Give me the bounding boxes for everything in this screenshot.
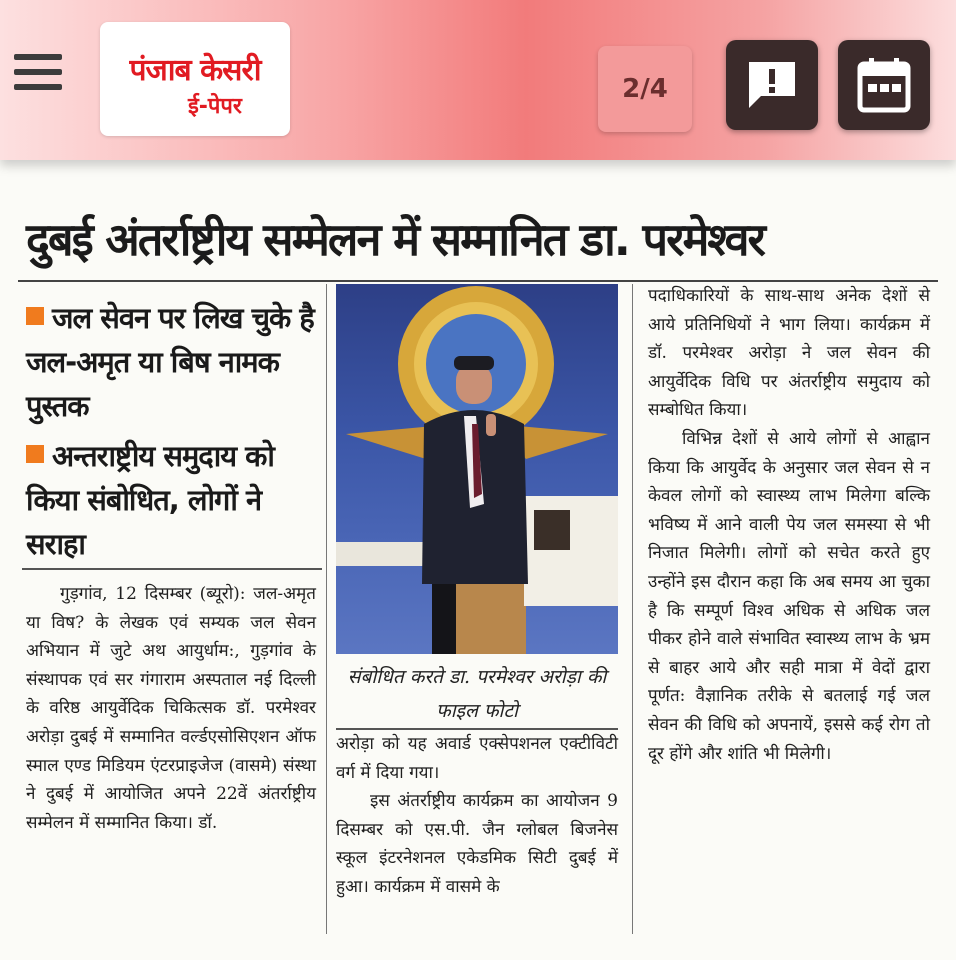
calendar-button[interactable] bbox=[838, 40, 930, 130]
punjab-kesari-logo[interactable] bbox=[100, 22, 290, 136]
logo-subtitle: ई-पेपर bbox=[188, 94, 242, 119]
article-column-1 bbox=[26, 580, 316, 837]
bullet-square bbox=[26, 307, 44, 325]
subhead-1-text: जल सेवन पर लिख चुके है जल-अमृत या बिष नामक पुस्तक bbox=[26, 301, 314, 423]
paragraph: इस अंतर्राष्ट्रीय कार्यक्रम का आयोजन 9 दिसम्बर को एस.पी. जैन ग्लोबल बिजनेस स्कूल इंटरनेशनल एकेडमिक सिटी दुबई में हुआ। कार्यक्रम में वासमे के bbox=[336, 791, 618, 897]
paragraph: पदाधिकारियों के साथ-साथ अनेक देशों से आये प्रतिनिधियों ने भाग लिया। कार्यक्रम में डॉ. परमेश्वर अरोड़ा ने जल सेवन की आयुर्वेदिक विधि पर अंतर्राष्ट्रीय समुदाय को सम्बोधित किया। bbox=[648, 286, 930, 421]
article-column-2 bbox=[336, 730, 618, 902]
article-column-3 bbox=[648, 282, 930, 768]
photo-caption: संबोधित करते डा. परमेश्वर अरोड़ा की फाइल फोटो bbox=[347, 666, 607, 722]
subhead-2 bbox=[26, 434, 326, 566]
calendar-icon bbox=[856, 56, 912, 114]
feedback-exclamation-icon bbox=[743, 56, 801, 114]
subhead-1 bbox=[26, 296, 326, 428]
column-divider bbox=[326, 284, 327, 934]
column-divider bbox=[632, 284, 633, 934]
page-indicator[interactable]: 2/4 bbox=[598, 46, 692, 132]
feedback-button[interactable] bbox=[726, 40, 818, 130]
bullet-square bbox=[26, 445, 44, 463]
paragraph: गुड़गांव, 12 दिसम्बर (ब्यूरो): जल-अमृत या विष? के लेखक एवं सम्यक जल सेवन अभियान में जुटे अथ आयुर्धाम:, गुड़गांव के संस्थापक एवं सर गंगाराम अस्पताल नई दिल्ली के वरिष्ठ आयुर्वेदिक चिकित्सक डॉ. परमेश्वर अरोड़ा दुबई में सम्मानित वर्ल्डएसोसिएशन ऑफ स्माल एण्ड मिडियम एंटरप्राइजेज (वासमे) संस्था ने दुबई में आयोजित अपने 22वें अंतर्राष्ट्रीय सम्मेलन में सम्मानित किया। डॉ. bbox=[26, 584, 316, 833]
app-top-bar bbox=[0, 0, 956, 160]
article-headline: दुबई अंतर्राष्ट्रीय सम्मेलन में सम्मानित डा. परमेश्वर bbox=[26, 213, 764, 266]
paragraph: अरोड़ा को यह अवार्ड एक्सेपशनल एक्टीविटी वर्ग में दिया गया। bbox=[336, 734, 618, 783]
subhead-divider bbox=[22, 568, 322, 570]
logo-title: पंजाब केसरी bbox=[129, 53, 261, 88]
speaker-photo-illustration bbox=[336, 284, 618, 654]
hamburger-menu-icon[interactable] bbox=[14, 52, 62, 92]
article-photo[interactable] bbox=[336, 284, 618, 654]
subhead-2-text: अन्तराष्ट्रीय समुदाय को किया संबोधित, लोगों ने सराहा bbox=[26, 439, 274, 561]
paragraph: विभिन्न देशों से आये लोगों से आह्वान किया कि आयुर्वेद के अनुसार जल सेवन से न केवल लोगों को स्वास्थ्य लाभ मिलेगा बल्कि भविष्य में आने वाली पेय जल समस्या से भी निजात मिलेगी। लोगों को सचेत करते हुए उन्होंने इस दौरान कहा कि अब समय आ चुका है कि सम्पूर्ण विश्व अधिक से अधिक जल पीकर होने वाले संभावित स्वास्थ्य लाभ के भ्रम से बाहर आये और सही मात्रा में वेदों द्वारा पूर्णत: वैज्ञानिक तरीके से बतलाई गई जल सेवन की विधि को अपनायें, इससे कई रोग तो दूर होंगे और शांति भी मिलेगी। bbox=[648, 428, 930, 764]
